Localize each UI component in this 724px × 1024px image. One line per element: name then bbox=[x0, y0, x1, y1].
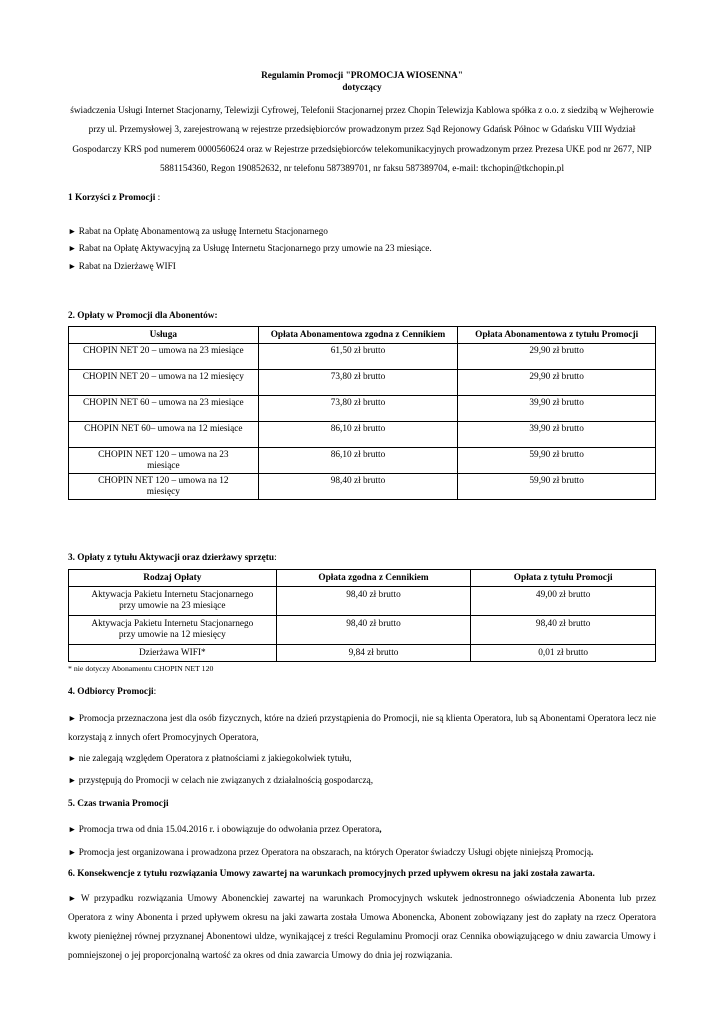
arrow-bullet-icon: ► bbox=[68, 713, 77, 723]
section4-item: ► Promocja przeznaczona jest dla osób fizycznych, które na dzień przystąpienia do Promocji, nie są klienta Operatora, lub są Abonentami Operatora lecz nie korzystają z innych ofert Promocyjnych Operatora, bbox=[68, 713, 657, 743]
arrow-bullet-icon: ► bbox=[68, 226, 77, 236]
arrow-bullet-icon: ► bbox=[68, 261, 77, 271]
section4-heading: 4. Odbiorcy Promocji: bbox=[68, 687, 157, 697]
column-header: Opłata zgodna z Cennikiem bbox=[276, 570, 471, 587]
section6-item: ► W przypadku rozwiązania Umowy Abonenckiej zawartej na warunkach Promocyjnych wskutek jednostronnego oświadczenia Abonenta lub przez Operatora z winy Abonenta i przed upływem okresu na jaki zawarta została Umowa Abonencka, Abonent zobowiązany jest do zapłaty na rzecz Operatora kwoty pieniężnej równej przyznanej Abonentowi uldze, wynikającej z treści Regulaminu Promocji oraz Cennika obowiązującego w dniu zawarcia Umowy i pomniejszonej o jej proporcjonalną wartość za okres od dnia zawarcia Umowy do dnia jej rozwiązania. bbox=[68, 893, 657, 961]
section1-heading: 1 Korzyści z Promocji : bbox=[68, 193, 161, 203]
table-footnote: * nie dotyczy Abonamentu CHOPIN NET 120 bbox=[68, 664, 214, 673]
table-cell: 86,10 zł brutto bbox=[258, 422, 458, 448]
table-row bbox=[69, 616, 656, 645]
table-cell: Aktywacja Pakietu Internetu Stacjonarnego przy umowie na 12 miesięcy bbox=[69, 616, 277, 645]
arrow-bullet-icon: ► bbox=[68, 775, 77, 785]
table-cell: 39,90 zł brutto bbox=[458, 422, 656, 448]
table-cell: 49,00 zł brutto bbox=[471, 587, 656, 616]
table-header-row bbox=[69, 570, 656, 587]
table-cell: 39,90 zł brutto bbox=[458, 396, 656, 422]
column-header: Usługa bbox=[69, 327, 259, 344]
table-row bbox=[69, 448, 656, 474]
fees-table bbox=[68, 326, 656, 500]
column-header: Opłata z tytułu Promocji bbox=[471, 570, 656, 587]
activation-table bbox=[68, 569, 656, 662]
table-cell: CHOPIN NET 20 – umowa na 12 miesięcy bbox=[69, 370, 259, 396]
table-cell: 0,01 zł brutto bbox=[471, 645, 656, 662]
section4-item: ► nie zalegają względem Operatora z płatnościami z jakiegokolwiek tytułu, bbox=[68, 753, 352, 764]
section2-heading: 2. Opłaty w Promocji dla Abonentów: bbox=[68, 311, 218, 321]
table-cell: 98,40 zł brutto bbox=[276, 587, 471, 616]
arrow-bullet-icon: ► bbox=[68, 824, 77, 834]
table-cell: 61,50 zł brutto bbox=[258, 344, 458, 370]
table-cell: CHOPIN NET 120 – umowa na 12 miesięcy bbox=[69, 474, 259, 500]
arrow-bullet-icon: ► bbox=[68, 893, 77, 903]
column-header: Opłata Abonamentowa z tytułu Promocji bbox=[458, 327, 656, 344]
table-cell: CHOPIN NET 20 – umowa na 23 miesiące bbox=[69, 344, 259, 370]
table-header-row bbox=[69, 327, 656, 344]
table-cell: 29,90 zł brutto bbox=[458, 344, 656, 370]
table-row bbox=[69, 370, 656, 396]
table-row bbox=[69, 422, 656, 448]
section1-item: ► Rabat na Opłatę Aktywacyjną za Usługę Internetu Stacjonarnego przy umowie na 23 miesiące. bbox=[68, 243, 432, 254]
section4-item: ► przystępują do Promocji w celach nie związanych z działalnością gospodarczą, bbox=[68, 775, 374, 786]
section6-heading: 6. Konsekwencje z tytułu rozwiązania Umowy zawartej na warunkach promocyjnych przed upływem okresu na jaki została zawarta. bbox=[68, 869, 595, 879]
table-cell: 73,80 zł brutto bbox=[258, 396, 458, 422]
arrow-bullet-icon: ► bbox=[68, 847, 77, 857]
table-cell: 98,40 zł brutto bbox=[276, 616, 471, 645]
arrow-bullet-icon: ► bbox=[68, 753, 77, 763]
table-cell: 59,90 zł brutto bbox=[458, 448, 656, 474]
table-cell: 73,80 zł brutto bbox=[258, 370, 458, 396]
section1-item: ► Rabat na Opłatę Abonamentową za usługę Internetu Stacjonarnego bbox=[68, 226, 328, 237]
column-header: Rodzaj Opłaty bbox=[69, 570, 277, 587]
table-cell: 59,90 zł brutto bbox=[458, 474, 656, 500]
section5-heading: 5. Czas trwania Promocji bbox=[68, 799, 169, 809]
table-cell: 98,40 zł brutto bbox=[258, 474, 458, 500]
table-cell: 9,84 zł brutto bbox=[276, 645, 471, 662]
section1-item: ► Rabat na Dzierżawę WIFI bbox=[68, 261, 176, 272]
table-cell: 86,10 zł brutto bbox=[258, 448, 458, 474]
section5-item: ► Promocja jest organizowana i prowadzona przez Operatora na obszarach, na których Operator świadczy Usługi objęte niniejszą Promocją. bbox=[68, 847, 594, 858]
document-subtitle: dotyczący bbox=[342, 83, 382, 93]
table-cell: Aktywacja Pakietu Internetu Stacjonarnego przy umowie na 23 miesiące bbox=[69, 587, 277, 616]
document-title: Regulamin Promocji "PROMOCJA WIOSENNA" bbox=[261, 71, 463, 81]
arrow-bullet-icon: ► bbox=[68, 243, 77, 253]
intro-paragraph: świadczenia Usługi Internet Stacjonarny, Telewizji Cyfrowej, Telefonii Stacjonarnej przez Chopin Telewizja Kablowa spółka z o.o. z siedzibą w Wejherowie przy ul. Przemysłowej 3, zarejestrowaną w rejestrze przedsiębiorców prowadzonym przez Sąd Rejonowy Gdańsk Północ w Gdańsku VIII Wydział Gospodarczy KRS pod numerem 0000560624 oraz w Rejestrze przedsiębiorców telekomunikacyjnych prowadzonym przez Prezesa UKE pod nr 2677, NIP 5881154360, Regon 190852632, nr telefonu 587389701, nr faksu 587389704, e-mail: tkchopin@tkchopin.pl bbox=[70, 106, 654, 174]
section5-item: ► Promocja trwa od dnia 15.04.2016 r. i obowiązuje do odwołania przez Operatora, bbox=[68, 824, 382, 835]
column-header: Opłata Abonamentowa zgodna z Cennikiem bbox=[258, 327, 458, 344]
table-cell: Dzierżawa WIFI* bbox=[69, 645, 277, 662]
table-cell: CHOPIN NET 120 – umowa na 23 miesiące bbox=[69, 448, 259, 474]
section3-heading: 3. Opłaty z tytułu Aktywacji oraz dzierżawy sprzętu: bbox=[68, 553, 277, 563]
table-row bbox=[69, 344, 656, 370]
table-cell: 29,90 zł brutto bbox=[458, 370, 656, 396]
table-cell: CHOPIN NET 60 – umowa na 23 miesiące bbox=[69, 396, 259, 422]
table-row bbox=[69, 645, 656, 662]
table-row bbox=[69, 587, 656, 616]
table-cell: CHOPIN NET 60– umowa na 12 miesiące bbox=[69, 422, 259, 448]
table-row bbox=[69, 396, 656, 422]
table-cell: 98,40 zł brutto bbox=[471, 616, 656, 645]
table-row bbox=[69, 474, 656, 500]
